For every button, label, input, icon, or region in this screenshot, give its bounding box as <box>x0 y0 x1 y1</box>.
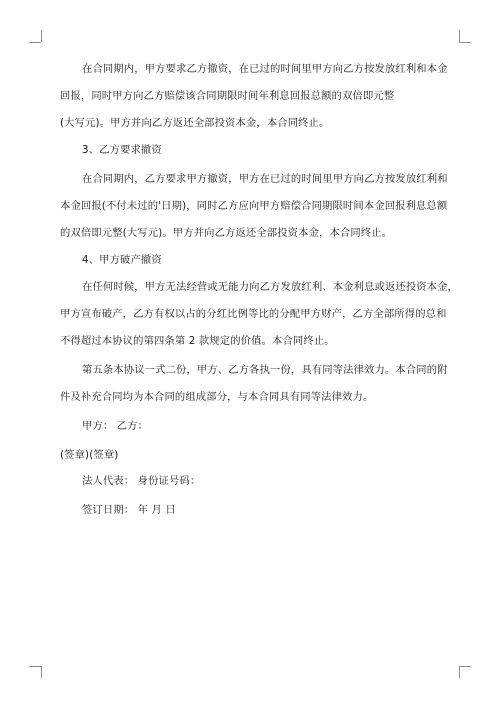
text-line: (大写元)。甲方并向乙方返还全部投资本金，本合同终止。 <box>60 117 330 129</box>
text-line: 不得超过本协议的第四条第 2 款规定的价值。本合同终止。 <box>60 335 335 347</box>
paragraph-party-a-withdrawal <box>60 63 448 130</box>
text-line: 在合同期内，乙方要求甲方撤资，甲方在已过的时间里甲方向乙方按发放红利和 <box>82 173 448 185</box>
text-line: 的双倍即元整(大写元)。甲方并向乙方返还全部投资本金，本合同终止。 <box>60 227 393 239</box>
text-line: 件及补充合同均为本合同的组成部分，与本合同具有同等法律效力。 <box>60 391 374 403</box>
text-line: 甲方宣布破产，乙方有权以占的分红比例等比的分配甲方财产，乙方全部所得的总和 <box>60 308 447 320</box>
text-line: 在任何时候，甲方无法经营或无能力向乙方发放红利、本金利息或返还投资本金， <box>82 281 459 293</box>
signing-date: 签订日期： 年 月 日 <box>82 504 176 516</box>
section-heading-3: 3、乙方要求撤资 <box>82 144 162 156</box>
text-line: 在合同期内，甲方要求乙方撤资，在已过的时间里甲方向乙方按发放红利和本金 <box>82 63 448 75</box>
signature-parties: 甲方： 乙方： <box>82 420 149 432</box>
text-line: 本金回报(不付未过的'日期)，同时乙方应向甲方赔偿合同期限时间本金回报利息总额 <box>60 200 448 212</box>
signature-representative: 法人代表： 身份证号码： <box>82 475 201 487</box>
text-line: 第五条本协议一式二份，甲方、乙方各执一份，具有同等法律效力。本合同的附 <box>82 364 448 376</box>
section-heading-4: 4、甲方破产撤资 <box>82 254 162 266</box>
paragraph-bankruptcy <box>60 281 459 348</box>
signature-seal: (签章)(签章) <box>60 449 119 461</box>
paragraph-article-five <box>60 364 448 404</box>
document-body <box>60 63 459 517</box>
paragraph-party-b-withdrawal <box>60 173 448 240</box>
text-line: 回报，同时甲方向乙方赔偿该合同期限时间年利息回报总额的双倍即元整 <box>60 90 395 102</box>
